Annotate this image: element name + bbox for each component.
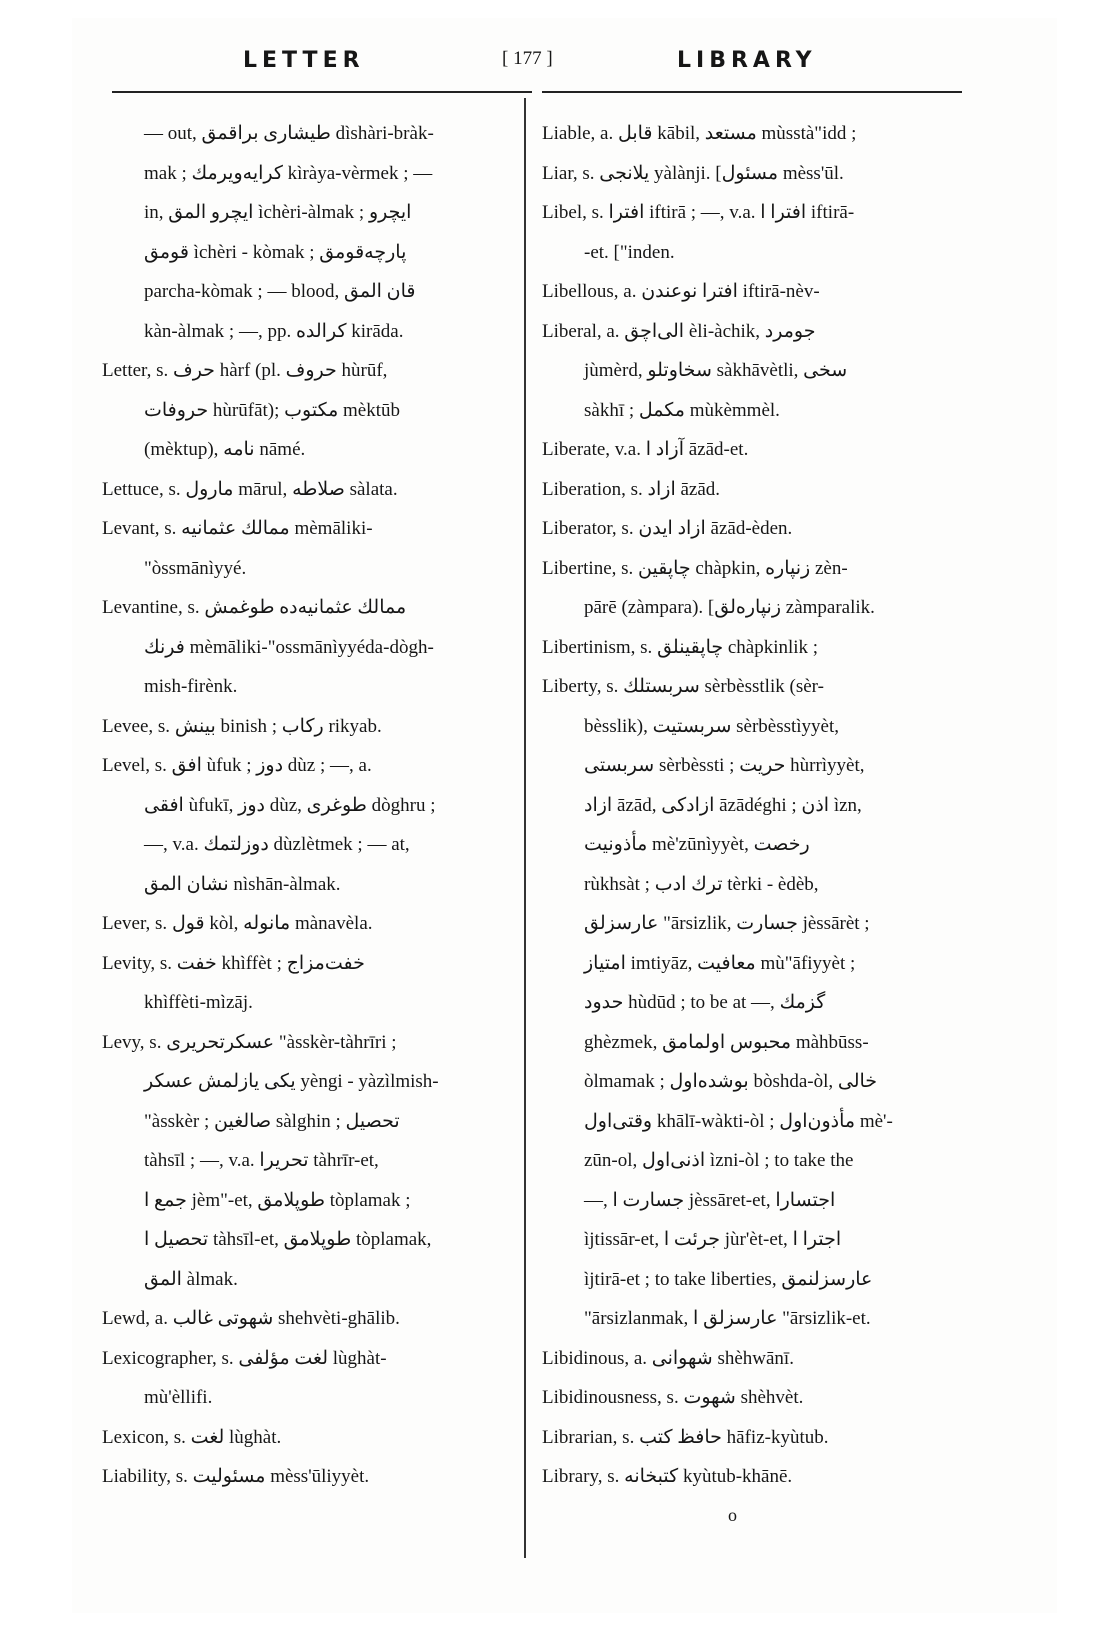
left-column <box>102 114 502 1497</box>
entry-line: tàhsīl ; —, v.a. تحریرا tàhrīr-et, <box>144 1150 379 1171</box>
entry-line: Liberation, s. ازاد āzād. <box>542 478 721 500</box>
entry-line: Levantine, s. ممالك عثمانیه‌ده طوغمش <box>102 597 407 618</box>
header-rule <box>112 91 532 93</box>
entry-line: —, v.a. دوزلتمك dùzlètmek ; — at, <box>144 834 410 855</box>
entry-line: Library, s. کتبخانه kyùtub-khānē. <box>542 1466 793 1487</box>
entry-line: Letter, s. حرف hàrf (pl. حروف hùrūf, <box>102 360 388 381</box>
entry-line: وقتی‌اول khālī-wàkti-òl ; مأذون‌اول mè'- <box>584 1110 893 1132</box>
entry-line: ìjtirā-et ; to take liberties, عارسزلنمق <box>584 1268 873 1290</box>
entry-line: Libidinousness, s. شهوت shèhvèt. <box>542 1387 804 1408</box>
entry-line: bèsslik), سربستیت sèrbèsstìyyèt, <box>584 715 840 737</box>
entry-line: — out, طیشاری براقمق dìshàri-bràk- <box>144 123 434 144</box>
header-rule <box>542 91 962 93</box>
entry-line: Liberator, s. ازاد ایدن āzād-èden. <box>542 518 793 539</box>
entry-line: mish-firènk. <box>144 676 238 697</box>
entry-line: جمع ا jèm"-et, طوپلامق tòplamak ; <box>144 1189 411 1211</box>
entry-line: —, جسارت ا jèssāret-et, اجتسارا <box>584 1189 836 1211</box>
entry-line: pārē (zàmpara). [زنپاره‌لق zàmparalik. <box>584 597 875 618</box>
entry-line: in, ایچرو المق ìchèri-àlmak ; ایچرو <box>144 202 412 223</box>
dictionary-page <box>72 18 1057 1613</box>
header-first-headword: LETTER <box>243 48 365 73</box>
entry-line: Levy, s. عسکرتحریری "àsskèr-tàhrīri ; <box>102 1031 397 1053</box>
entry-line: -et. ["inden. <box>584 241 675 263</box>
entry-line: Liberty, s. سربستلك sèrbèsstlik (sèr- <box>542 676 824 697</box>
entry-line: Lever, s. قول kòl, مانوله mànavèla. <box>102 913 373 934</box>
entry-line: jùmèrd, سخاوتلو sàkhāvètli, سخی <box>584 360 848 381</box>
entry-line: Levant, s. ممالك عثمانیه mèmāliki- <box>102 518 373 539</box>
entry-line: فرنك mèmāliki-"ossmānìyyéda-dògh- <box>144 636 434 658</box>
entry-line: Liability, s. مسئولیت mèss'ūliyyèt. <box>102 1466 370 1487</box>
entry-line: "òssmānìyyé. <box>144 557 247 579</box>
entry-line: ìjtissār-et, جرئت ا jùr'èt-et, اجترا ا <box>584 1229 842 1250</box>
entry-line: ازاد āzād, ازادکی āzādéghi ; اذن ìzn, <box>584 794 862 816</box>
entry-line: حروفات hùrūfāt); مکتوب mèktūb <box>144 399 401 421</box>
entry-line: افقی ùfukī, دوز dùz, طوغری dòghru ; <box>144 794 436 816</box>
entry-line: ghèzmek, محبوس اولمامق màhbūss- <box>584 1031 869 1053</box>
entry-line: مأذونیت mè'zūnìyyèt, رخصت <box>584 834 810 855</box>
entry-line: khìffèti-mìzāj. <box>144 992 253 1013</box>
entry-line: نشان المق nìshān-àlmak. <box>144 873 341 895</box>
entry-line: Libidinous, a. شهوانی shèhwānī. <box>542 1347 794 1369</box>
entry-line: kàn-àlmak ; —, pp. کرالده kirāda. <box>144 320 404 342</box>
entry-line: "ārsizlanmak, عارسزلق ا "ārsizlik-et. <box>584 1308 871 1329</box>
entry-line: قومق ìchèri - kòmak ; پارچه‌قومق <box>144 241 407 263</box>
entry-line: òlmamak ; بوشده‌اول bòshda-òl, خالی <box>584 1071 878 1092</box>
entry-line: "àsskèr ; صالغین sàlghin ; تحصیل <box>144 1110 400 1132</box>
column-divider <box>524 98 526 1558</box>
entry-line: عارسزلق "ārsizlik, جسارت jèssārèt ; <box>584 913 870 934</box>
entry-line: Lexicographer, s. لغت مؤلفی lùghàt- <box>102 1347 387 1369</box>
entry-line: (mèktup), نامه nāmé. <box>144 439 306 460</box>
right-column <box>542 114 942 1497</box>
entry-line: mù'èllifi. <box>144 1387 213 1408</box>
entry-line: تحصیل ا tàhsīl-et, طوپلامق tòplamak, <box>144 1229 432 1250</box>
entry-line: Lewd, a. شهوتی غالب shehvèti-ghālib. <box>102 1308 400 1329</box>
entry-line: rùkhsàt ; ترك ادب tèrki - èdèb, <box>584 873 819 895</box>
header-last-headword: LIBRARY <box>677 48 817 73</box>
entry-line: حدود hùdūd ; to be at —, گزمك <box>584 992 826 1013</box>
entry-line: Lexicon, s. لغت lùghàt. <box>102 1426 282 1448</box>
entry-line: mak ; کرایه‌ویرمك kìràya-vèrmek ; — <box>144 162 433 184</box>
entry-line: Lettuce, s. مارول mārul, صلاطه sàlata. <box>102 478 398 500</box>
entry-line: Libertinism, s. چاپقینلق chàpkinlik ; <box>542 636 819 658</box>
entry-line: Librarian, s. حافظ کتب hāfiz-kyùtub. <box>542 1426 829 1448</box>
page-number: [ 177 ] <box>502 48 553 69</box>
entry-line: Levee, s. بینش binish ; رکاب rikyab. <box>102 715 382 737</box>
entry-line: سربستی sèrbèssti ; حریت hùrrìyyèt, <box>584 755 865 776</box>
entry-line: Levity, s. خفت khìffèt ; خفت‌مزاج <box>102 952 365 974</box>
entry-line: parcha-kòmak ; — blood, قان المق <box>144 281 416 302</box>
signature-mark: o <box>728 1505 737 1525</box>
entry-line: Level, s. افق ùfuk ; دوز dùz ; —, a. <box>102 755 372 776</box>
entry-line: Liberate, v.a. آزاد ا āzād-et. <box>542 439 749 460</box>
entry-line: Libel, s. افترا iftirā ; —, v.a. افترا ا iftirā- <box>542 202 855 223</box>
entry-line: Libellous, a. افترا نوعندن iftirā-nèv- <box>542 281 820 302</box>
entry-line: المق àlmak. <box>144 1268 238 1290</box>
entry-line: یکی یازلمش عسکر yèngi - yàzìlmish- <box>144 1071 439 1092</box>
entry-line: Liable, a. قابل kābil, مستعد mùsstà"idd ; <box>542 123 857 144</box>
entry-line: sàkhī ; مکمل mùkèmmèl. <box>584 399 780 421</box>
page-header <box>72 48 1057 84</box>
entry-line: zūn-ol, اذنی‌اول ìzni-òl ; to take the <box>584 1150 854 1171</box>
entry-line: Liberal, a. الی‌اچق èli-àchik, جومرد <box>542 320 816 342</box>
entry-line: Libertine, s. چاپقین chàpkin, زنپاره zèn- <box>542 557 848 579</box>
entry-line: امتیاز imtiyāz, معافیت mù"āfiyyèt ; <box>584 952 856 974</box>
entry-line: Liar, s. یلانجی yàlànji. [مسئول mèss'ūl. <box>542 162 844 184</box>
